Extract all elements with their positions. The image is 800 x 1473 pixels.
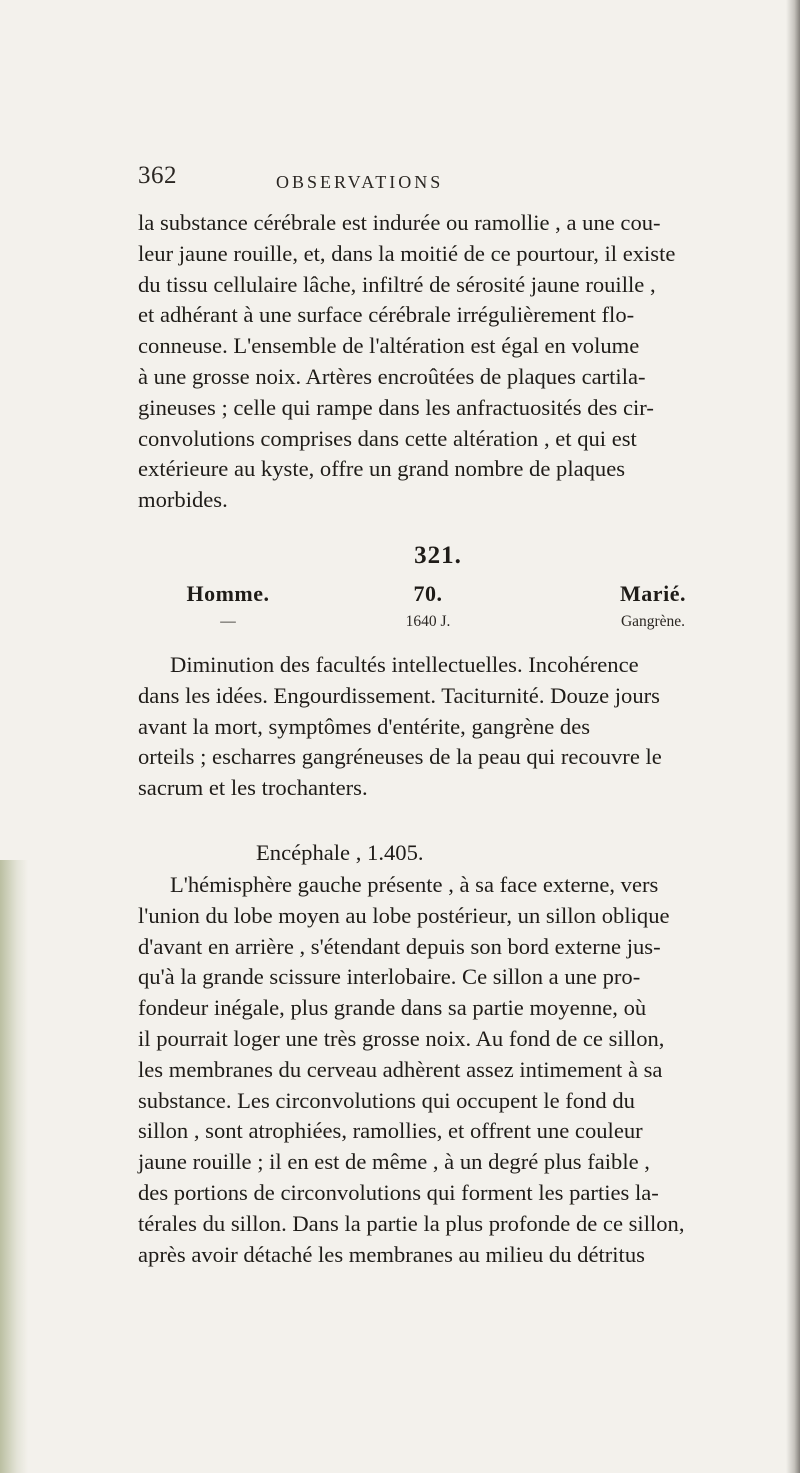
text-line: l'union du lobe moyen au lobe postérieur, un sillon oblique [138,902,670,928]
text-line: qu'à la grande scissure interlobaire. Ce sillon a une pro- [138,964,641,990]
text-line: térales du sillon. Dans la partie la plus profonde de ce sillon, [138,1210,685,1236]
case-sex-detail: — [220,613,236,630]
text-line: à une grosse noix. Artères encroûtées de plaques cartila- [138,363,646,389]
encephale-text: Encéphale , 1.405. [256,840,424,865]
case-age-detail: 1640 J. [405,613,451,630]
text-line: jaune rouille ; il en est de même , à un degré plus faible , [138,1149,650,1175]
text-line: fondeur inégale, plus grande dans sa partie moyenne, où [138,995,647,1021]
text-line: Diminution des facultés intellectuelles. Incohérence [170,652,639,677]
text-line: conneuse. L'ensemble de l'altération est égal en volume [138,333,640,359]
case-sex [158,581,298,631]
case-header [138,581,738,645]
text-line: et adhérant à une surface cérébrale irrégulièrement flo- [138,302,635,328]
page-edge-shadow [786,0,800,1473]
paragraph-2 [138,650,738,804]
text-line: la substance cérébrale est indurée ou ramollie , a une cou- [138,210,661,235]
text-line: morbides. [138,487,228,513]
text-line: il pourrait loger une très grosse noix. Au fond de ce sillon, [138,1025,665,1051]
case-age-label: 70. [413,581,443,606]
paragraph-1 [138,208,738,516]
text-line: sacrum et les trochanters. [138,775,368,801]
text-line: gineuses ; celle qui rampe dans les anfractuosités des cir- [138,394,654,420]
text-line: du tissu cellulaire lâche, infiltré de sérosité jaune rouille , [138,271,656,297]
paragraph-3 [138,870,738,1270]
text-line: sillon , sont atrophiées, ramollies, et offrent une couleur [138,1118,643,1144]
case-status-detail: Gangrène. [620,613,686,630]
text-line: orteils ; escharres gangréneuses de la peau qui recouvre le [138,744,662,770]
text-line: L'hémisphère gauche présente , à sa face externe, vers [170,872,659,897]
case-number: 321. [414,542,462,569]
text-line: avant la mort, symptômes d'entérite, gangrène des [138,713,591,739]
running-head [138,162,738,202]
case-status-label: Marié. [620,581,686,606]
text-line: convolutions comprises dans cette altération , et qui est [138,425,637,451]
text-line: après avoir détaché les membranes au milieu du détritus [138,1241,645,1267]
case-sex-label: Homme. [186,581,270,606]
case-age [358,581,498,631]
text-line: des portions de circonvolutions qui forment les parties la- [138,1179,659,1205]
text-line: extérieure au kyste, offre un grand nombre de plaques [138,456,626,482]
text-line: dans les idées. Engourdissement. Taciturnité. Douze jours [138,682,660,708]
case-status [568,581,738,631]
header-title: OBSERVATIONS [276,172,444,192]
page-number: 362 [138,162,177,189]
text-line: d'avant en arrière , s'étendant depuis son bord externe jus- [138,933,661,959]
encephale-weight [138,838,738,868]
text-line: leur jaune rouille, et, dans la moitié de ce pourtour, il existe [138,240,676,266]
text-line: substance. Les circonvolutions qui occupent le fond du [138,1087,635,1113]
text-line: les membranes du cerveau adhèrent assez intimement à sa [138,1056,663,1082]
page-stain [0,860,28,1473]
